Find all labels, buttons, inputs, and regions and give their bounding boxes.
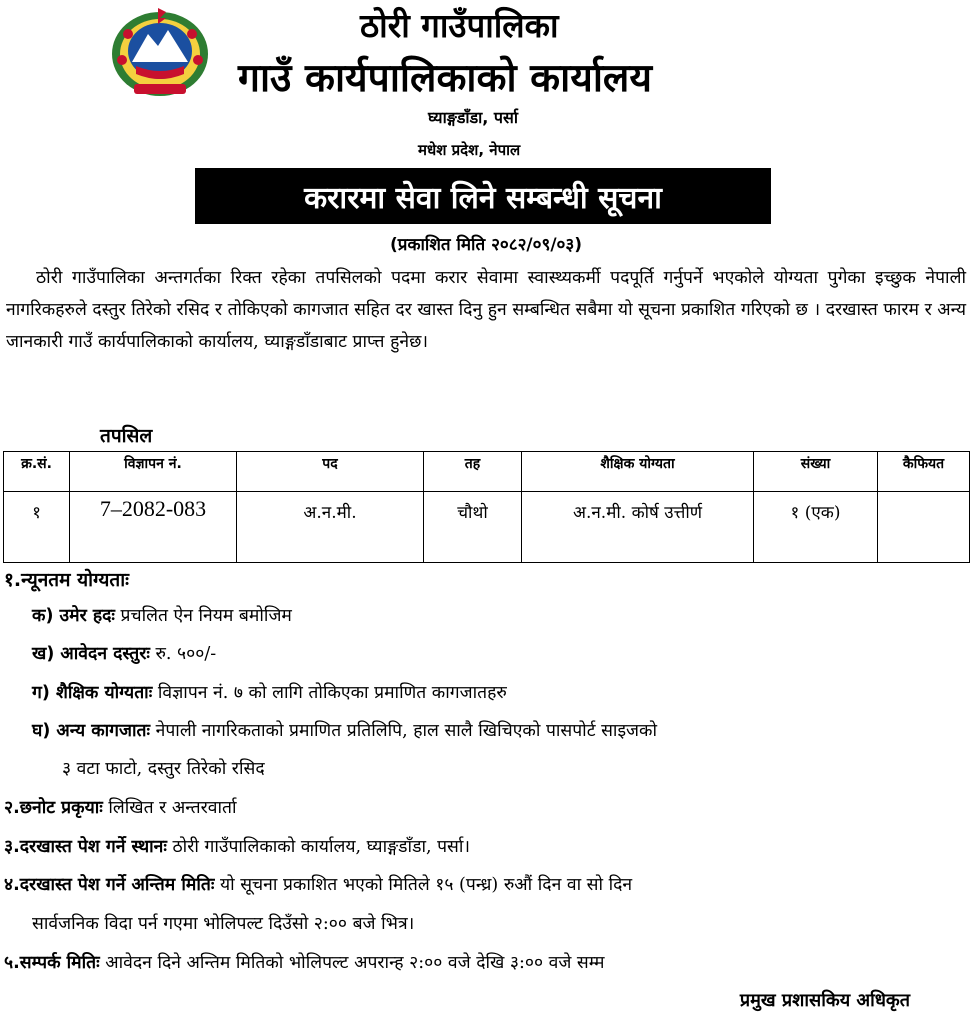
application-fee-value: रु. ५००/-: [155, 644, 217, 664]
office-name: गाउँ कार्यपालिकाको कार्यालय: [238, 56, 652, 101]
education-value: विज्ञापन नं. ७ को लागि तोकिएका प्रमाणित कागजातहरु: [157, 683, 507, 703]
header-serial: क्र.सं.: [4, 452, 70, 492]
header-remarks: कैफियत: [878, 452, 970, 492]
header-advertisement-no: विज्ञापन नं.: [70, 452, 237, 492]
deadline-line: [4, 872, 632, 896]
table-row: [4, 492, 970, 563]
cell-advertisement-no: 7–2082-083: [70, 492, 237, 563]
header-level: तह: [424, 452, 522, 492]
education-label: ग) शैक्षिक योग्यताः: [32, 683, 153, 703]
documents-line: [32, 718, 657, 742]
government-emblem-icon: [108, 4, 212, 100]
address-line-2: मधेश प्रदेश, नेपाल: [418, 141, 521, 159]
submission-place-label: ३.दरखास्त पेश गर्ने स्थानः: [4, 837, 167, 857]
deadline-label: ४.दरखास्त पेश गर्ने अन्तिम मितिः: [4, 875, 215, 895]
address-line-1: घ्याङ्गडाँडा, पर्सा: [428, 108, 518, 127]
intro-paragraph: ठोरी गाउँपालिका अन्तगर्तका रिक्त रहेका तपसिलको पदमा करार सेवामा स्वास्थ्यकर्मी पदपूर्ति गर्नुपर्ने भएकोले योग्यता पुगेका इच्छुक नेपाली नागरिकहरुले दस्तुर तिरेको रसिद र तोकिएको कागजात सहित दर खास्त दिनु हुन सम्बन्धित सबैमा यो सूचना प्रकाशित गरिएको छ । दरखास्त फारम र अन्य जानकारी गाउँ कार्यपालिकाको कार्यालय, घ्याङ्गडाँडाबाट प्राप्त्त हुनेछ।: [6, 268, 966, 352]
age-limit-line: [32, 603, 292, 627]
header-qualification: शैक्षिक योग्यता: [522, 452, 754, 492]
application-fee-label: ख) आवेदन दस्तुरः: [32, 644, 150, 664]
deadline-value: यो सूचना प्रकाशित भएको मितिले १५ (पन्ध्र) रुऔं दिन वा सो दिन: [219, 875, 633, 895]
documents-continuation: ३ वटा फाटो, दस्तुर तिरेको रसिद: [62, 759, 265, 779]
documents-label: घ) अन्य कागजातः: [32, 721, 151, 741]
cell-qualification: अ.न.मी. कोर्ष उत्तीर्ण: [522, 492, 754, 563]
cell-remarks: [878, 492, 970, 563]
deadline-continuation: सार्वजनिक विदा पर्न गएमा भोलिपल्ट दिउँसो २:०० बजे भित्र।: [32, 914, 415, 934]
header-post: पद: [237, 452, 424, 492]
notice-title-banner: करारमा सेवा लिने सम्बन्धी सूचना: [195, 168, 771, 224]
age-limit-value: प्रचलित ऐन नियम बमोजिम: [120, 606, 292, 626]
published-date: (प्रकाशित मिति २०८२/०९/०३): [390, 235, 582, 255]
education-line: [32, 680, 507, 704]
cell-post: अ.न.मी.: [237, 492, 424, 563]
documents-value: नेपाली नागरिकताको प्रमाणित प्रतिलिपि, हाल सालै खिचिएको पासपोर्ट साइजको: [155, 721, 658, 741]
municipality-name: ठोरी गाउँपालिका: [360, 6, 559, 45]
cell-number: १ (एक): [754, 492, 878, 563]
section-minimum-qualification: १.न्यूनतम योग्यताः: [4, 569, 129, 591]
table-label: तपसिल: [100, 425, 153, 447]
contact-date-value: आवेदन दिने अन्तिम मितिको भोलिपल्ट अपरान्ह २:०० वजे देखि ३:०० वजे सम्म: [105, 953, 605, 973]
table-header-row: [4, 452, 970, 492]
selection-process-value: लिखित र अन्तरवार्ता: [108, 798, 237, 818]
selection-process-line: [4, 795, 237, 819]
submission-place-line: [4, 834, 470, 858]
application-fee-line: [32, 641, 216, 665]
age-limit-label: क) उमेर हदः: [32, 606, 115, 626]
contact-date-label: ५.सम्पर्क मितिः: [4, 953, 100, 973]
header-number: संख्या: [754, 452, 878, 492]
cell-level: चौथो: [424, 492, 522, 563]
vacancy-table: [3, 451, 970, 563]
cell-serial: १: [4, 492, 70, 563]
submission-place-value: ठोरी गाउँपालिकाको कार्यालय, घ्याङ्गडाँडा, पर्सा।: [172, 837, 471, 857]
signature-title: प्रमुख प्रशासकिय अधिकृत: [739, 990, 910, 1011]
selection-process-label: २.छनोट प्रकृयाः: [4, 798, 103, 818]
contact-date-line: [4, 950, 604, 974]
